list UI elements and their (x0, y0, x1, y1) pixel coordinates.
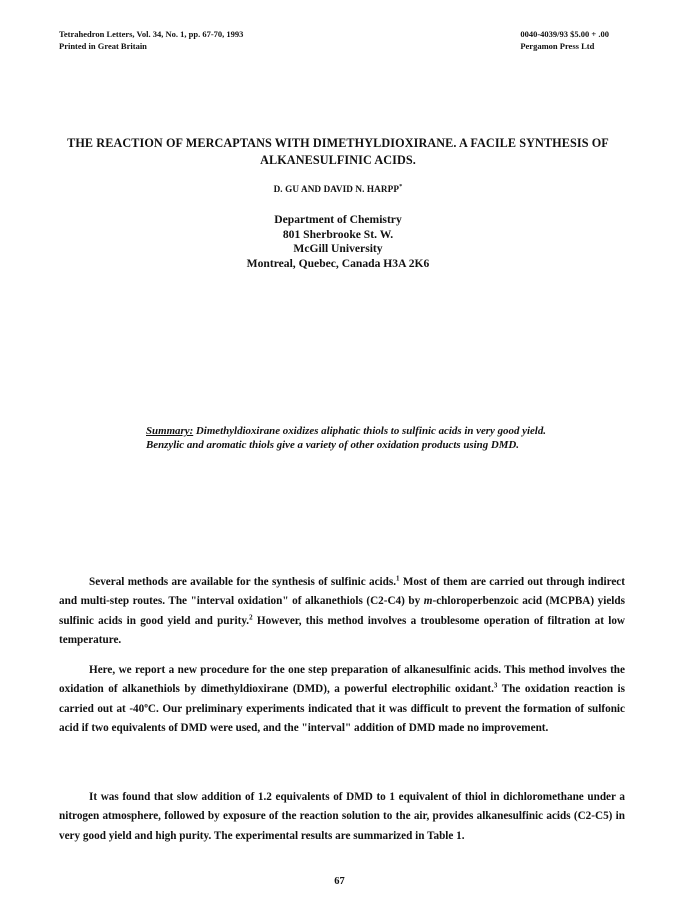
affiliation (58, 213, 618, 271)
affiliation-street: 801 Sherbrooke St. W. (282, 227, 394, 241)
corresponding-author-mark: * (399, 183, 403, 190)
journal-citation: Tetrahedron Letters, Vol. 34, No. 1, pp. 67-70, 1993 (59, 29, 244, 39)
publisher-name: Pergamon Press Ltd (520, 41, 595, 51)
summary (146, 425, 546, 453)
affiliation-city: Montreal, Quebec, Canada H3A 2K6 (246, 256, 430, 270)
reference-3: 3 (493, 681, 498, 690)
printed-in: Printed in Great Britain (59, 41, 147, 51)
affiliation-department: Department of Chemistry (274, 213, 402, 226)
body-paragraph-1 (59, 573, 625, 650)
price-code: 0040-4039/93 $5.00 + .00 (520, 29, 609, 39)
p2-text-b: The oxidation reaction is carried out at -40ºC. Our preliminary experiments indicated that it was difficult to prevent the formation of sulfonic acid if two equivalents of DMD were used, and the "interval" addition of DMD made no improvement. (59, 683, 626, 734)
article-title (58, 135, 618, 169)
reference-2: 2 (249, 612, 253, 621)
page-number: 67 (334, 876, 345, 887)
body-paragraph-2 (59, 661, 625, 738)
summary-text: Dimethyldioxirane oxidizes aliphatic thiols to sulfinic acids in very good yield. Benzylic and aromatic thiols give a variety of other oxidation products using DMD. (146, 425, 546, 451)
title-line-2: ALKANESULFINIC ACIDS. (260, 153, 416, 167)
p1-text-d: However, this method involves a troublesome operation of filtration at low temperature. (59, 614, 625, 646)
affiliation-university: McGill University (293, 242, 383, 255)
p3-text: It was found that slow addition of 1.2 equivalents of DMD to 1 equivalent of thiol in dichloromethane under a nitrogen atmosphere, followed by exposure of the reaction solution to the air, provides alkanesulfinic acids (C2-C5) in very good yield and high purity. The experimental results are summarized in Table 1. (59, 791, 625, 842)
summary-label: Summary: (146, 425, 194, 437)
p2-text-a: Here, we report a new procedure for the one step preparation of alkanesulfinic acids. This method involves the oxidation of alkanethiols by dimethyldioxirane (DMD), a powerful electrophilic oxidant. (59, 664, 625, 696)
journal-header (59, 28, 243, 52)
publisher-header (520, 28, 609, 52)
p1-text-a: Several methods are available for the synthesis of sulfinic acids. (89, 576, 397, 588)
p1-meta-prefix: m (423, 595, 433, 608)
body-paragraph-3 (59, 788, 625, 846)
reference-1: 1 (396, 574, 400, 583)
authors (58, 183, 618, 194)
title-line-1: THE REACTION OF MERCAPTANS WITH DIMETHYLDIOXIRANE. A FACILE SYNTHESIS OF (67, 136, 609, 150)
p1-text-b: Most of them are carried out through indirect and multi-step routes. The "interval oxidation" of alkanethiols (C2-C4) by (59, 576, 625, 608)
author-names: D. GU AND DAVID N. HARPP (273, 184, 400, 195)
p1-text-c: -chloroperbenzoic acid (MCPBA) yields sulfinic acids in good yield and purity. (59, 595, 625, 627)
